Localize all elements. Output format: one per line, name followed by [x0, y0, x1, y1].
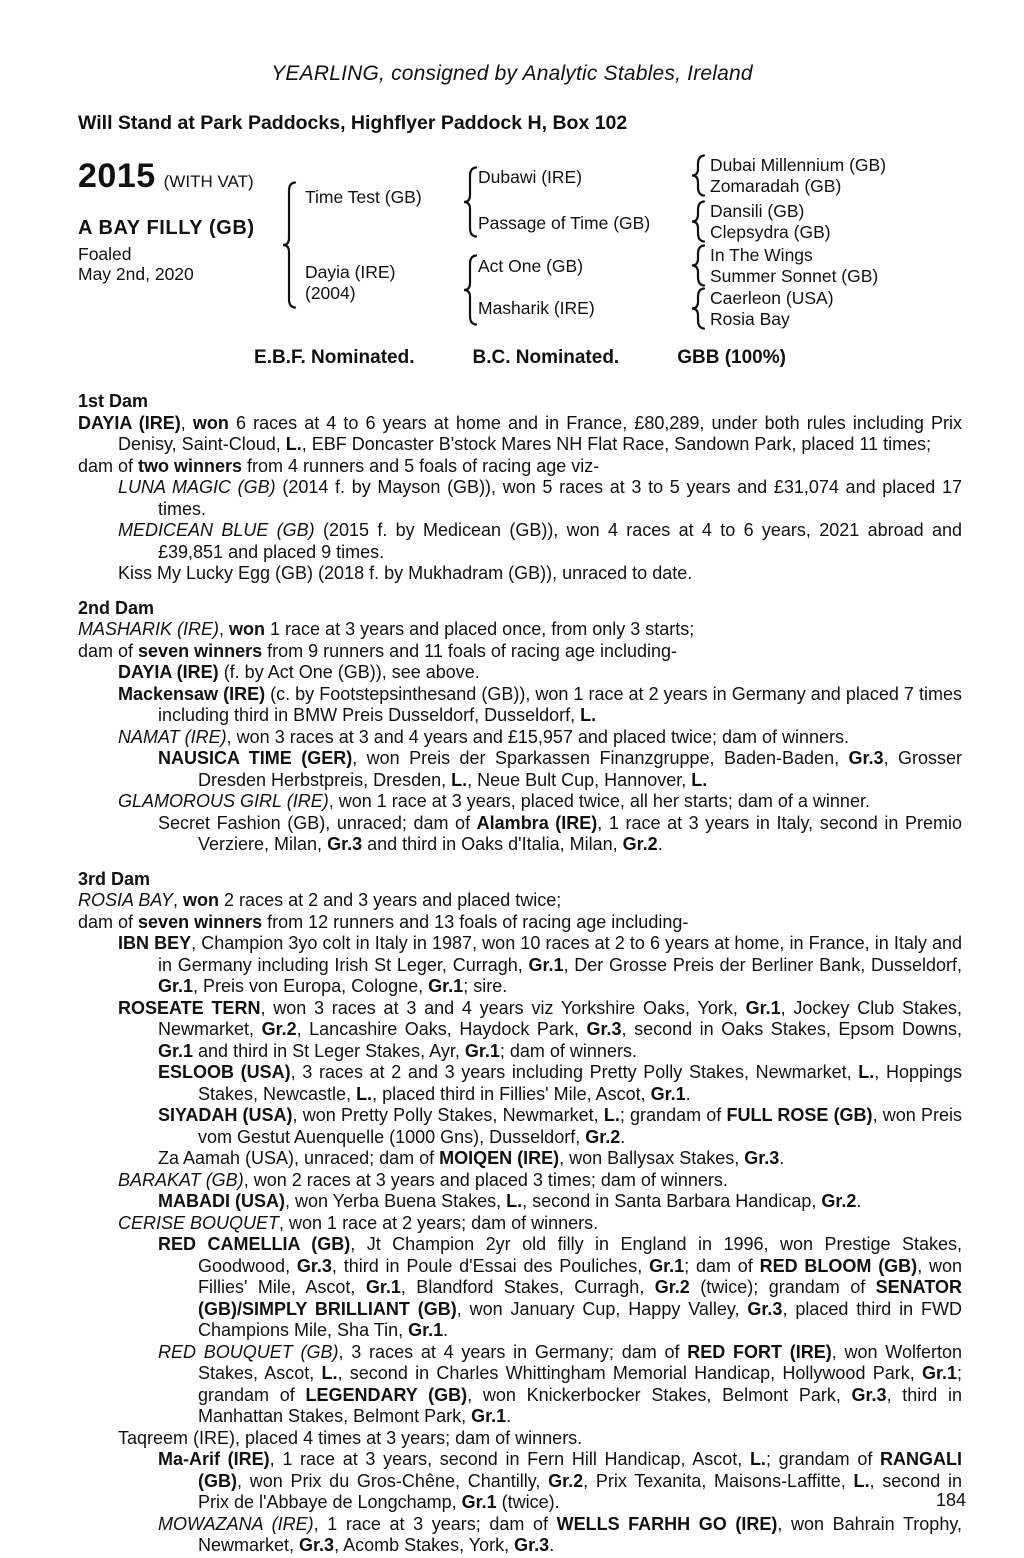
text-run: , Der Grosse Preis der Berliner Bank, Dusseldorf,: [563, 954, 962, 975]
catalogue-paragraph: [78, 619, 962, 641]
text-run: , Neue Bult Cup, Hannover,: [467, 769, 692, 790]
text-run: L.: [506, 1191, 523, 1211]
text-run: Gr.3: [851, 1384, 887, 1405]
text-run: Gr.3: [299, 1535, 335, 1555]
text-run: , won 3 races at 3 and 4 years viz Yorkshire Oaks, York,: [260, 997, 746, 1018]
horse-description: A BAY FILLY (GB): [78, 217, 255, 239]
text-run: Gr.2: [654, 1277, 690, 1297]
vat-note: (WITH VAT): [163, 172, 254, 191]
text-run: , placed third in FWD Champions Mile, Sha Tin,: [198, 1298, 962, 1340]
text-run: ; dam of winners.: [499, 1040, 637, 1061]
text-run: ,: [219, 619, 230, 639]
gbb-note: GBB (100%): [677, 347, 786, 368]
text-run: , won Pretty Polly Stakes, Newmarket,: [292, 1105, 604, 1125]
text-run: DAYIA (IRE): [118, 662, 219, 682]
text-run: LUNA MAGIC (GB): [118, 477, 276, 497]
text-run: ; sire.: [463, 976, 508, 996]
text-run: L.: [858, 1062, 875, 1082]
text-run: , won Bahrain Trophy, Newmarket,: [198, 1513, 962, 1555]
catalogue-paragraph: [78, 1428, 962, 1450]
text-run: Gr.2: [821, 1191, 857, 1211]
text-run: .: [685, 1083, 691, 1104]
text-run: Za Aamah (USA), unraced; dam of: [158, 1148, 440, 1168]
text-run: Gr.1: [158, 976, 194, 996]
text-run: NAUSICA TIME (GER): [158, 748, 353, 768]
text-run: Taqreem (IRE), placed 4 times at 3 years; dam of winners.: [118, 1427, 583, 1448]
text-run: , 1 race at 3 years; dam of: [313, 1513, 557, 1534]
text-run: Gr.1: [461, 1492, 497, 1512]
text-run: , placed third in Fillies' Mile, Ascot,: [372, 1083, 651, 1104]
dam-name: Dayia (IRE): [305, 262, 396, 282]
text-run: , 1 race at 3 years, second in Fern Hill Handicap, Ascot,: [269, 1449, 750, 1469]
granddam-paternal: Passage of Time (GB): [478, 213, 651, 233]
grandsire-paternal: Dubawi (IRE): [478, 167, 583, 187]
text-run: .: [779, 1148, 785, 1168]
text-run: L.: [285, 434, 302, 454]
text-run: Gr.1: [528, 954, 564, 975]
nominations-row: [78, 347, 962, 369]
text-run: L.: [853, 1470, 870, 1491]
catalogue-paragraph: [78, 662, 962, 684]
text-run: Gr.1: [464, 1040, 500, 1061]
text-run: , second in Oaks Stakes, Epsom Downs,: [621, 1019, 962, 1039]
text-run: Alambra (IRE): [476, 812, 598, 833]
catalogue-paragraph: [78, 477, 962, 520]
text-run: Gr.3: [296, 1255, 332, 1276]
text-run: (2015 f. by Medicean (GB)), won 4 races at 4 to 6 years, 2021 abroad and £39,851 and placed 9 times.: [158, 520, 962, 562]
text-run: .: [620, 1126, 626, 1147]
text-run: L.: [356, 1083, 373, 1104]
lot-row: [78, 157, 254, 196]
text-run: .: [657, 834, 663, 854]
text-run: MASHARIK (IRE): [78, 619, 220, 639]
dam-year: (2004): [305, 283, 356, 303]
text-run: , won Wolferton Stakes, Ascot,: [198, 1341, 962, 1383]
text-run: Gr.1: [158, 1040, 194, 1061]
catalogue-paragraph: [78, 456, 962, 478]
text-run: .: [443, 1320, 449, 1340]
catalogue-paragraph: [78, 1213, 962, 1235]
text-run: L.: [749, 1449, 766, 1469]
text-run: NAMAT (IRE): [118, 726, 227, 747]
text-run: (2014 f. by Mayson (GB)), won 5 races at 3 to 5 years and £31,074 and placed 17 times.: [158, 477, 962, 519]
page-title: YEARLING, consigned by Analytic Stables, Ireland: [271, 62, 753, 85]
text-run: seven winners: [138, 640, 263, 661]
text-run: , Jt Champion 2yr old filly in England in 1996, won Prestige Stakes, Goodwood,: [198, 1234, 962, 1276]
text-run: ROSEATE TERN: [118, 997, 261, 1018]
text-run: LEGENDARY (GB): [305, 1384, 468, 1405]
text-run: Gr.1: [365, 1277, 401, 1297]
text-run: ; grandam of: [765, 1449, 881, 1469]
text-run: (f. by Act One (GB)), see above.: [218, 662, 480, 682]
text-run: Gr.2: [548, 1470, 584, 1491]
lot-number: 2015: [78, 157, 156, 195]
text-run: RED CAMELLIA (GB): [158, 1234, 351, 1254]
catalogue-paragraph: [78, 1105, 962, 1148]
text-run: Gr.3: [327, 834, 363, 854]
section-heading: 2nd Dam: [78, 597, 155, 618]
text-run: Gr.1: [408, 1320, 444, 1340]
text-run: , won 1 race at 2 years; dam of winners.: [279, 1212, 599, 1233]
text-run: and third in St Leger Stakes, Ayr,: [193, 1040, 465, 1061]
text-run: , won 3 races at 3 and 4 years and £15,957 and placed twice; dam of winners.: [226, 726, 850, 747]
text-run: Gr.1: [649, 1255, 685, 1276]
text-run: Gr.2: [585, 1126, 621, 1147]
text-run: two winners: [138, 455, 243, 476]
catalogue-paragraph: [78, 748, 962, 791]
text-run: , won Preis vom Gestut Auenquelle (1000 Gns), Dusseldorf,: [198, 1105, 962, 1147]
text-run: , Hoppings Stakes, Newcastle,: [198, 1062, 962, 1104]
bc-nomination: B.C. Nominated.: [472, 347, 620, 368]
text-run: MEDICEAN BLUE (GB): [118, 520, 315, 540]
text-run: RANGALI (GB): [198, 1449, 963, 1491]
text-run: dam of: [78, 911, 139, 932]
catalogue-paragraph: [78, 1234, 962, 1342]
text-run: , won 2 races at 3 years and placed 3 times; dam of winners.: [243, 1169, 728, 1190]
catalogue-paragraph: [78, 1191, 962, 1213]
text-run: Ma-Arif (IRE): [158, 1449, 270, 1469]
text-run: , second in Charles Whittingham Memorial Handicap, Hollywood Park,: [337, 1363, 922, 1383]
great-grandparent-name: Zomaradah (GB): [710, 176, 842, 196]
grandsire-maternal: Act One (GB): [478, 256, 584, 276]
sire-name: Time Test (GB): [305, 187, 422, 207]
text-run: SIYADAH (USA): [158, 1105, 293, 1125]
text-run: Gr.1: [428, 976, 464, 996]
catalogue-paragraph: [78, 684, 962, 727]
catalogue-paragraph: [78, 563, 962, 585]
text-run: , won Prix du Gros-Chêne, Chantilly,: [237, 1470, 549, 1491]
text-run: Mackensaw (IRE): [118, 683, 266, 704]
catalogue-paragraph: [78, 912, 962, 934]
text-run: .: [549, 1535, 555, 1555]
text-run: , Champion 3yo colt in Italy in 1987, won 10 races at 2 to 6 years at home, in France, in Italy and in Germany including Irish St Leger, Curragh,: [158, 933, 962, 975]
catalogue-paragraph: [78, 520, 962, 563]
text-run: , 3 races at 2 and 3 years including Pretty Polly Stakes, Newmarket,: [290, 1062, 859, 1082]
great-grandparent-name: In The Wings: [710, 245, 813, 265]
text-run: , Blandford Stakes, Curragh,: [400, 1277, 655, 1297]
pedigree-text-sections: [78, 391, 962, 1557]
text-run: 2 races at 2 and 3 years and placed twice;: [219, 890, 562, 910]
text-run: GLAMOROUS GIRL (IRE): [118, 791, 329, 811]
text-run: Secret Fashion (GB), unraced; dam of: [158, 812, 477, 833]
text-run: L.: [603, 1105, 620, 1125]
catalogue-paragraph: [78, 727, 962, 749]
text-run: L.: [691, 769, 708, 790]
text-run: 6 races at 4 to 6 years at home and in France, £80,289, under both rules including Prix Denisy, Saint-Cloud,: [118, 412, 962, 454]
text-run: , won Knickerbocker Stakes, Belmont Park,: [467, 1384, 852, 1405]
text-run: RED FORT (IRE): [687, 1341, 832, 1362]
brace-icon: [462, 254, 478, 326]
text-run: ; grandam of: [619, 1105, 727, 1125]
text-run: , won Yerba Buena Stakes,: [284, 1191, 507, 1211]
text-run: , third in Manhattan Stakes, Belmont Park,: [198, 1384, 963, 1426]
brace-icon: [690, 154, 706, 197]
text-run: Gr.3: [747, 1298, 783, 1319]
text-run: Gr.1: [650, 1083, 686, 1104]
ebf-nomination: E.B.F. Nominated.: [254, 347, 415, 368]
catalogue-paragraph: [78, 1342, 962, 1428]
text-run: from 12 runners and 13 foals of racing age including-: [262, 911, 689, 932]
catalogue-paragraph: [78, 1148, 962, 1170]
text-run: , second in Prix de l'Abbaye de Longchamp,: [198, 1470, 962, 1512]
text-run: BARAKAT (GB): [118, 1169, 244, 1190]
stand-location: Will Stand at Park Paddocks, Highflyer Paddock H, Box 102: [78, 112, 628, 134]
text-run: , won Fillies' Mile, Ascot,: [198, 1255, 963, 1297]
text-run: SENATOR (GB)/SIMPLY BRILLIANT (GB): [198, 1277, 963, 1319]
text-run: , EBF Doncaster B'stock Mares NH Flat Race, Sandown Park, placed 11 times;: [301, 434, 932, 454]
great-grandparent-name: Dubai Millennium (GB): [710, 155, 887, 175]
text-run: (c. by Footstepsinthesand (GB)), won 1 race at 2 years in Germany and placed 7 times including third in BMW Preis Dusseldorf, Dusseldorf,: [158, 683, 962, 725]
text-run: ; grandam of: [198, 1363, 962, 1405]
brace-icon: [690, 287, 706, 330]
text-run: , Prix Texanita, Maisons-Laffitte,: [583, 1470, 854, 1491]
text-run: , 1 race at 3 years in Italy, second in Premio Verziere, Milan,: [198, 812, 962, 854]
text-run: .: [506, 1406, 512, 1426]
granddam-maternal: Masharik (IRE): [478, 298, 595, 318]
text-run: Gr.3: [744, 1148, 780, 1168]
text-run: Gr.2: [261, 1019, 297, 1039]
text-run: , Grosser Dresden Herbstpreis, Dresden,: [198, 748, 963, 790]
text-run: FULL ROSE (GB): [726, 1105, 873, 1125]
brace-icon: [281, 181, 297, 309]
text-run: won: [192, 412, 229, 433]
section-heading: 3rd Dam: [78, 868, 151, 889]
great-grandparent-name: Dansili (GB): [710, 201, 805, 221]
text-run: Gr.1: [745, 997, 781, 1018]
text-run: IBN BEY: [118, 933, 192, 953]
text-run: , won Ballysax Stakes,: [559, 1148, 745, 1168]
text-run: ESLOOB (USA): [158, 1062, 291, 1082]
text-run: MOWAZANA (IRE): [158, 1513, 314, 1534]
text-run: .: [856, 1191, 862, 1211]
foaled-date: May 2nd, 2020: [78, 264, 194, 284]
text-run: RED BLOOM (GB): [759, 1255, 918, 1276]
brace-icon: [462, 166, 478, 238]
text-run: , won 1 race at 3 years, placed twice, all her starts; dam of a winner.: [328, 791, 870, 811]
text-run: L.: [321, 1363, 338, 1383]
catalogue-paragraph: [78, 813, 962, 856]
catalogue-paragraph: [78, 1170, 962, 1192]
catalogue-paragraph: [78, 641, 962, 663]
text-run: DAYIA (IRE): [78, 412, 181, 433]
text-run: Gr.2: [622, 834, 658, 854]
catalogue-paragraph: [78, 1062, 962, 1105]
catalogue-paragraph: [78, 998, 962, 1063]
page-number: 184: [935, 1490, 966, 1510]
text-run: ; dam of: [684, 1255, 760, 1276]
text-run: , Jockey Club Stakes, Newmarket,: [158, 997, 963, 1039]
text-run: from 4 runners and 5 foals of racing age viz-: [242, 455, 600, 476]
text-run: dam of: [78, 455, 139, 476]
text-run: Gr.1: [921, 1363, 957, 1383]
text-run: , Acomb Stakes, York,: [334, 1535, 515, 1555]
great-grandparent-name: Rosia Bay: [710, 309, 790, 329]
great-grandparent-name: Caerleon (USA): [710, 288, 834, 308]
section-heading: 1st Dam: [78, 391, 149, 411]
text-run: seven winners: [138, 911, 263, 932]
text-run: L.: [451, 769, 468, 790]
great-grandparent-name: Clepsydra (GB): [710, 222, 831, 242]
text-run: CERISE BOUQUET: [118, 1212, 280, 1233]
foaled-label: Foaled: [78, 244, 132, 264]
catalogue-paragraph: [78, 1514, 962, 1557]
text-run: Gr.3: [514, 1535, 550, 1555]
text-run: ,: [180, 412, 193, 433]
brace-icon: [690, 244, 706, 287]
text-run: , won January Cup, Happy Valley,: [456, 1298, 748, 1319]
text-run: Gr.3: [848, 748, 884, 768]
text-run: won: [229, 619, 266, 639]
text-run: L.: [580, 705, 597, 725]
catalogue-paragraph: [78, 1449, 962, 1514]
brace-icon: [690, 200, 706, 243]
text-run: ,: [173, 890, 184, 910]
text-run: dam of: [78, 640, 139, 661]
text-run: ROSIA BAY: [78, 890, 174, 910]
text-run: (twice); grandam of: [689, 1277, 876, 1297]
catalogue-paragraph: [78, 791, 962, 813]
text-run: won: [183, 890, 220, 910]
text-run: , Lancashire Oaks, Haydock Park,: [296, 1019, 587, 1039]
text-run: Gr.3: [586, 1019, 622, 1039]
text-run: , second in Santa Barbara Handicap,: [522, 1191, 822, 1211]
text-run: WELLS FARHH GO (IRE): [556, 1513, 778, 1534]
text-run: from 9 runners and 11 foals of racing age including-: [262, 640, 677, 661]
text-run: 1 race at 3 years and placed once, from only 3 starts;: [265, 619, 695, 639]
text-run: , Preis von Europa, Cologne,: [193, 976, 429, 996]
text-run: , third in Poule d'Essai des Pouliches,: [331, 1255, 650, 1276]
great-grandparent-name: Summer Sonnet (GB): [710, 266, 879, 286]
pedigree-table: [78, 151, 962, 333]
text-run: Gr.1: [471, 1406, 507, 1426]
text-run: , 3 races at 4 years in Germany; dam of: [338, 1341, 688, 1362]
text-run: RED BOUQUET (GB): [158, 1341, 339, 1362]
text-run: , won Preis der Sparkassen Finanzgruppe, Baden-Baden,: [352, 748, 849, 768]
text-run: MOIQEN (IRE): [439, 1148, 560, 1168]
text-run: MABADI (USA): [158, 1191, 285, 1211]
text-run: and third in Oaks d'Italia, Milan,: [362, 834, 623, 854]
text-run: (twice).: [496, 1492, 560, 1512]
text-run: Kiss My Lucky Egg (GB) (2018 f. by Mukhadram (GB)), unraced to date.: [118, 563, 693, 583]
catalogue-paragraph: [78, 413, 962, 456]
catalogue-paragraph: [78, 933, 962, 998]
catalogue-paragraph: [78, 890, 962, 912]
